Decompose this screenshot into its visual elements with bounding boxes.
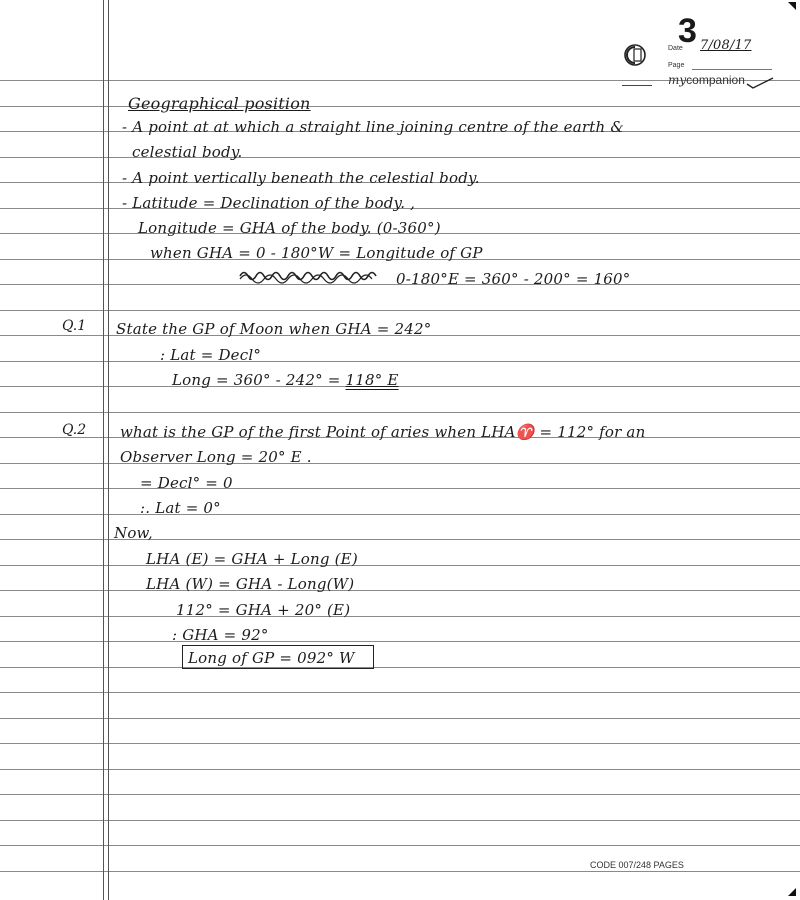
question-number: Q.1	[62, 318, 87, 334]
notes-line: 0-180°E = 360° - 200° = 160°	[396, 270, 631, 288]
brand-text: companion	[686, 73, 745, 87]
ruled-line	[0, 106, 800, 107]
ruled-line	[0, 488, 800, 489]
final-answer: Long of GP = 092° W	[188, 649, 355, 667]
answer-line: : Lat = Decl°	[160, 346, 262, 364]
ruled-line	[0, 692, 800, 693]
ruled-line	[0, 820, 800, 821]
notes-line: celestial body.	[132, 143, 243, 161]
page-field-line	[692, 69, 772, 70]
notes-line: - A point at at which a straight line joining centre of the earth &	[122, 118, 624, 136]
ruled-line	[0, 412, 800, 413]
equation-line: LHA (W) = GHA - Long(W)	[146, 575, 355, 593]
ruled-line	[0, 361, 800, 362]
page-label: Page	[668, 62, 685, 69]
ruled-line	[0, 590, 800, 591]
answer-line: :. Lat = 0°	[140, 499, 221, 517]
date-value: 7/08/17	[700, 38, 752, 53]
notes-line: when GHA = 0 - 180°W = Longitude of GP	[150, 244, 483, 262]
answer-line: Now,	[114, 524, 153, 542]
question-text: State the GP of Moon when GHA = 242°	[116, 320, 432, 338]
brand-name: mycompanion	[668, 73, 745, 87]
answer-line: = Decl° = 0	[140, 474, 233, 492]
corner-mark	[788, 2, 796, 10]
question-text: Observer Long = 20° E .	[120, 448, 312, 466]
page-number: 3	[678, 12, 697, 50]
notes-title: Geographical position	[128, 94, 311, 113]
ruled-line	[0, 157, 800, 158]
answer-expression: Long = 360° - 242° =	[172, 371, 346, 389]
footer-code: CODE 007/248 PAGES	[590, 860, 684, 870]
brand-logo-icon	[622, 42, 648, 68]
ruled-line	[0, 310, 800, 311]
corner-mark	[788, 888, 796, 896]
ruled-line	[0, 616, 800, 617]
ruled-line	[0, 386, 800, 387]
ruled-line	[0, 794, 800, 795]
question-text: what is the GP of the first Point of aries when LHA♈ = 112° for an	[120, 423, 646, 441]
ruled-line	[0, 514, 800, 515]
ruled-line	[0, 845, 800, 846]
margin-line	[108, 0, 109, 900]
ruled-line	[0, 769, 800, 770]
answer-line	[172, 371, 399, 389]
ruled-line	[0, 871, 800, 872]
ruled-line	[0, 667, 800, 668]
ruled-line	[0, 743, 800, 744]
equation-line: : GHA = 92°	[172, 626, 269, 644]
equation-line: 112° = GHA + 20° (E)	[176, 601, 351, 619]
ruled-line	[0, 641, 800, 642]
date-label: Date	[668, 45, 683, 52]
question-number: Q.2	[62, 422, 87, 438]
brand-rule	[622, 85, 652, 86]
notes-line: - A point vertically beneath the celestial body.	[122, 169, 480, 187]
ruled-line	[0, 565, 800, 566]
answer-result: 118° E	[345, 371, 399, 389]
equation-line: LHA (E) = GHA + Long (E)	[146, 550, 358, 568]
notes-line: Longitude = GHA of the body. (0-360°)	[138, 219, 441, 237]
notes-line: - Latitude = Declination of the body. ,	[122, 194, 416, 212]
checkmark-icon	[745, 76, 775, 90]
margin-line	[103, 0, 104, 900]
scribble-mark	[238, 267, 388, 285]
ruled-line	[0, 718, 800, 719]
